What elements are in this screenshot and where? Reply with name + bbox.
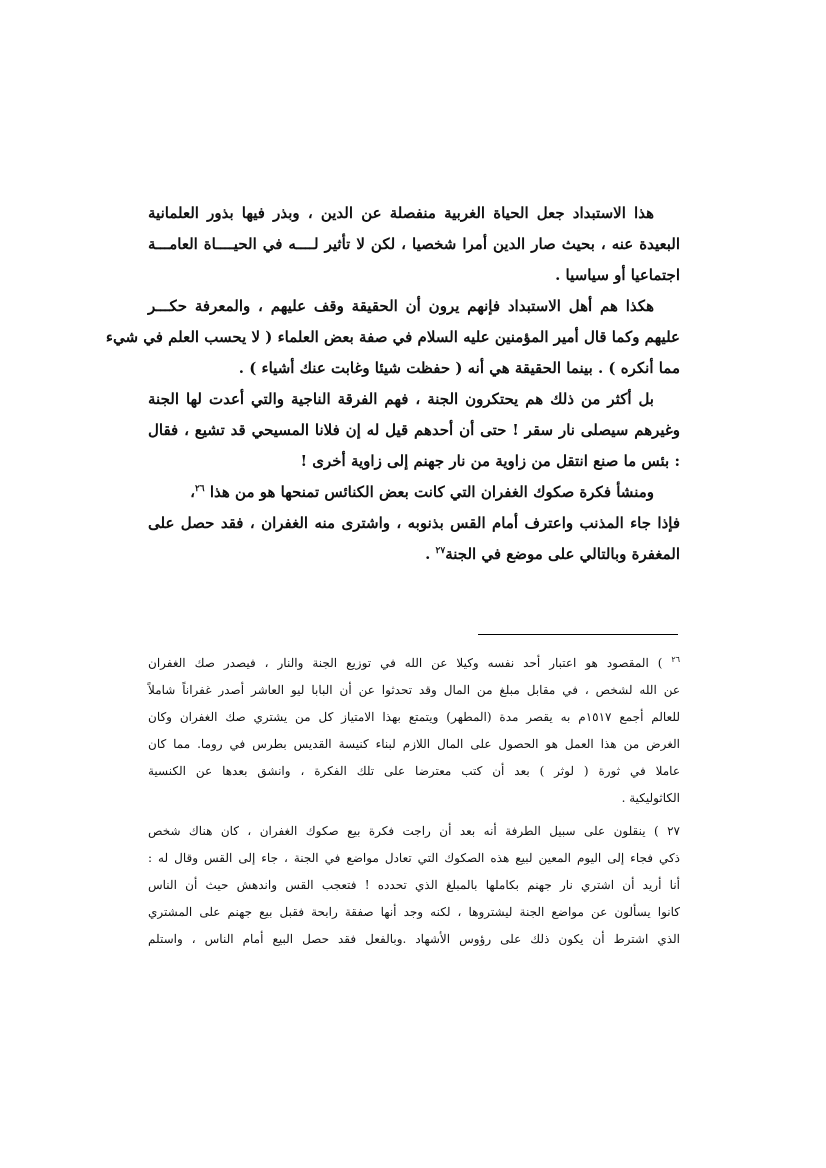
footnote-line: الذي اشترط أن يكون ذلك على رؤوس الأشهاد .وبالفعل فقد حصل البيع أمام الناس ، واستلم [148, 932, 680, 946]
text-line: وغيرهم سيصلى نار سقر ! حتى أن أحدهم قيل له إن فلانا المسيحي قد تشيع ، فقال [148, 421, 680, 439]
text-fragment: ومنشأ فكرة صكوك الغفران التي كانت بعض الكنائس تمنحها هو من هذا [209, 483, 654, 501]
footnote-number: ٢٦ [671, 655, 680, 664]
footnote-ref-26[interactable]: ٢٦ [194, 484, 205, 494]
footnote-line: للعالم أجمع ١٥١٧م به يقصر مدة (المطهر) ويتمتع بهذا الامتياز كل من يشتري صك الغفران وكان [148, 710, 680, 724]
footnote-line: الغرض من هذا العمل هو الحصول على المال اللازم لبناء كنيسة القديس بطرس في روما. مما كان [148, 737, 680, 751]
text-line: عليهم وكما قال أمير المؤمنين عليه السلام في صفة بعض العلماء ( لا يحسب العلم في شيء [105, 328, 680, 346]
text-fragment: ) المقصود هو اعتبار أحد نفسه وكيلا عن الله في توزيع الجنة والنار ، فيصدر صك الغفران [148, 656, 663, 670]
footnote-line: الكاثوليكية . [621, 791, 680, 805]
text-line: اجتماعيا أو سياسيا . [555, 266, 680, 284]
footnote-27 [148, 818, 680, 953]
footnote-line: كانوا يسألون عن مواضع الجنة ليشتروها ، لكنه وجد أنها صفقة رابحة فقبل بيع جهنم على المشتري [148, 905, 680, 919]
text-line [148, 477, 680, 508]
text-line [148, 539, 680, 570]
footnote-line: عن الله لشخص ، في مقابل مبلغ من المال وقد تحدثوا عن أن البابا ليو العاشر أصدر غفراناً شاملاً [148, 683, 680, 697]
text-fragment: . [425, 545, 436, 563]
text-line: البعيدة عنه ، بحيث صار الدين أمرا شخصيا ، لكن لا تأثير لــــه في الحيــــاة العامـــة [148, 235, 680, 253]
text-line: مما أنكره ) . بينما الحقيقة هي أنه ( حفظت شيئا وغابت عنك أشياء ) . [238, 359, 680, 377]
text-fragment: ، [190, 483, 195, 501]
paragraph-3 [148, 384, 680, 477]
footnote-line: ذكي فجاء إلى اليوم المعين لبيع هذه الصكوك التي تعادل مواضع في الجنة ، جاء إلى القس وقال له : [148, 851, 680, 865]
text-line: هذا الاستبداد جعل الحياة الغربية منفصلة عن الدين ، وبذر فيها بذور العلمانية [148, 204, 654, 222]
text-line: : بئس ما صنع انتقل من زاوية من نار جهنم إلى زاوية أخرى ! [300, 452, 680, 470]
paragraph-1 [148, 198, 680, 291]
footnotes [148, 650, 680, 959]
text-line: هكذا هم أهل الاستبداد فإنهم يرون أن الحقيقة وقف عليهم ، والمعرفة حكـــر [148, 297, 654, 315]
footnote-line: أنا أريد أن اشتري نار جهنم بكاملها بالمبلغ الذي تحدده ! فتعجب القس واندهش حيث أن الناس [148, 878, 680, 892]
paragraph-4 [148, 477, 680, 570]
footnote-26 [148, 650, 680, 812]
text-line: بل أكثر من ذلك هم يحتكرون الجنة ، فهم الفرقة الناجية والتي أعدت لها الجنة [148, 390, 654, 408]
text-line: فإذا جاء المذنب واعترف أمام القس بذنوبه ، واشترى منه الغفران ، فقد حصل على [148, 514, 680, 532]
footnote-ref-27[interactable]: ٢٧ [435, 546, 446, 556]
footnote-separator [478, 634, 678, 635]
footnote-line [148, 650, 680, 677]
footnote-line: عاملا في ثورة ( لوثر ) بعد أن كتب معترضا على تلك الفكرة ، وانشق بعدها عن الكنسية [148, 764, 680, 778]
text-fragment: المغفرة وبالتالي على موضع في الجنة [445, 545, 680, 563]
footnote-line: ٢٧ ) ينقلون على سبيل الطرفة أنه بعد أن راجت فكرة بيع صكوك الغفران ، كان هناك شخص [148, 824, 680, 838]
main-text [105, 198, 680, 570]
paragraph-2 [105, 291, 680, 384]
